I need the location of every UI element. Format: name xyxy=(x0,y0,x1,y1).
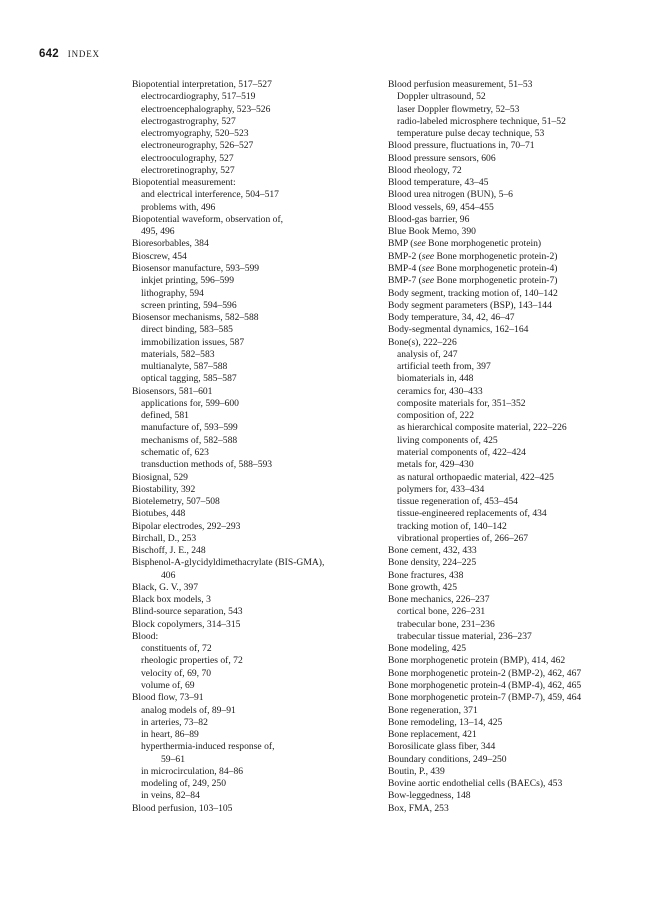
index-entry: Blood pressure, fluctuations in, 70–71 xyxy=(388,140,535,152)
index-entry: Biostability, 392 xyxy=(132,483,196,495)
index-entry: 406 xyxy=(161,569,176,581)
see-reference: see xyxy=(421,250,435,262)
index-entry: Bone growth, 425 xyxy=(388,581,458,593)
index-entry: in arteries, 73–82 xyxy=(141,716,208,728)
index-entry: tissue-engineered replacements of, 434 xyxy=(397,508,547,520)
index-entry: temperature pulse decay technique, 53 xyxy=(397,128,545,140)
index-entry: Biopotential waveform, observation of, xyxy=(132,213,284,225)
index-entry: Block copolymers, 314–315 xyxy=(132,618,241,630)
page-header xyxy=(39,44,100,62)
index-entry: Blood pressure sensors, 606 xyxy=(388,152,496,164)
index-entry: lithography, 594 xyxy=(141,287,204,299)
index-entry: Bone cement, 432, 433 xyxy=(388,545,477,557)
index-entry: material components of, 422–424 xyxy=(397,446,526,458)
index-entry: Blind-source separation, 543 xyxy=(132,606,243,618)
index-entry: Blood temperature, 43–45 xyxy=(388,177,489,189)
index-entry: optical tagging, 585–587 xyxy=(141,373,237,385)
index-entry: in microcirculation, 84–86 xyxy=(141,765,244,777)
index-entry: biomaterials in, 448 xyxy=(397,373,474,385)
index-entry: Biosensor manufacture, 593–599 xyxy=(132,262,260,274)
index-entry: direct binding, 583–585 xyxy=(141,324,233,336)
index-entry: Biopotential interpretation, 517–527 xyxy=(132,79,272,90)
index-entry: transduction methods of, 588–593 xyxy=(141,459,273,471)
index-entry: Biosensors, 581–601 xyxy=(132,385,213,397)
index-entry: Blood rheology, 72 xyxy=(388,164,462,176)
entry-text: Bone morphogenetic protein) xyxy=(425,238,542,250)
index-entry: immobilization issues, 587 xyxy=(141,336,245,348)
see-reference: see xyxy=(421,262,435,274)
index-entry: rheologic properties of, 72 xyxy=(141,655,243,667)
index-entry: Bone(s), 222–226 xyxy=(388,336,457,348)
index-entry: composition of, 222 xyxy=(397,410,475,422)
see-reference: see xyxy=(421,275,435,287)
index-entry: hyperthermia-induced response of, xyxy=(141,741,275,753)
index-entry: Birchall, D., 253 xyxy=(132,532,197,544)
index-entry: cortical bone, 226–231 xyxy=(397,606,486,618)
index-entry: Bone morphogenetic protein (BMP), 414, 462 xyxy=(388,655,566,667)
index-entry: Bone replacement, 421 xyxy=(388,729,477,741)
index-entry: velocity of, 69, 70 xyxy=(141,667,212,679)
index-entry: Bioscrew, 454 xyxy=(132,250,187,262)
index-entry: electroneurography, 526–527 xyxy=(141,140,254,152)
index-entry: volume of, 69 xyxy=(141,680,195,692)
index-entry: Blood: xyxy=(132,630,159,642)
index-entry: Blood-gas barrier, 96 xyxy=(388,213,470,225)
index-entry: manufacture of, 593–599 xyxy=(141,422,238,434)
entry-text: BMP-4 ( xyxy=(388,262,422,274)
index-entry: Black box models, 3 xyxy=(132,594,211,606)
index-entry: laser Doppler flowmetry, 52–53 xyxy=(397,103,520,115)
index-entry: artificial teeth from, 397 xyxy=(397,361,491,373)
index-entry: problems with, 496 xyxy=(141,201,216,213)
index-entry: Blood perfusion measurement, 51–53 xyxy=(388,79,533,90)
index-entry: Bone regeneration, 371 xyxy=(388,704,478,716)
index-entry: Bone density, 224–225 xyxy=(388,557,477,569)
index-entry: Biosignal, 529 xyxy=(132,471,188,483)
index-entry: modeling of, 249, 250 xyxy=(141,778,227,790)
index-entry: Bone remodeling, 13–14, 425 xyxy=(388,716,503,728)
index-entry: inkjet printing, 596–599 xyxy=(141,275,235,287)
index-entry: electromyography, 520–523 xyxy=(141,128,249,140)
index-entry: Doppler ultrasound, 52 xyxy=(397,91,486,103)
index-entry: Blue Book Memo, 390 xyxy=(388,226,476,238)
index-entry: Body segment, tracking motion of, 140–142 xyxy=(388,287,558,299)
entry-text: Bone morphogenetic protein-4) xyxy=(434,262,558,274)
index-entry: as natural orthopaedic material, 422–425 xyxy=(397,471,554,483)
index-entry: Bovine aortic endothelial cells (BAECs), 453 xyxy=(388,778,563,790)
index-entry: Box, FMA, 253 xyxy=(388,802,449,814)
index-entry: multianalyte, 587–588 xyxy=(141,361,228,373)
index-entry: Bone modeling, 425 xyxy=(388,643,467,655)
index-entry: applications for, 599–600 xyxy=(141,397,239,409)
entry-text: BMP-2 ( xyxy=(388,250,422,262)
index-entry: Blood vessels, 69, 454–455 xyxy=(388,201,494,213)
index-entry: schematic of, 623 xyxy=(141,446,209,458)
index-entry: electrooculography, 527 xyxy=(141,152,234,164)
index-entry: in veins, 82–84 xyxy=(141,790,200,802)
index-entry: Body temperature, 34, 42, 46–47 xyxy=(388,312,515,324)
index-entry: as hierarchical composite material, 222–226 xyxy=(397,422,567,434)
index-entry: Blood flow, 73–91 xyxy=(132,692,204,704)
index-entry: polymers for, 433–434 xyxy=(397,483,485,495)
index-entry: metals for, 429–430 xyxy=(397,459,474,471)
index-entry: living components of, 425 xyxy=(397,434,498,446)
index-entry: trabecular tissue material, 236–237 xyxy=(397,630,532,642)
index-entry: Bone mechanics, 226–237 xyxy=(388,594,490,606)
index-entry: composite materials for, 351–352 xyxy=(397,397,526,409)
index-entry: Borosilicate glass fiber, 344 xyxy=(388,741,496,753)
index-entry: Blood urea nitrogen (BUN), 5–6 xyxy=(388,189,513,201)
index-entry: Body-segmental dynamics, 162–164 xyxy=(388,324,529,336)
index-entry: electrogastrography, 527 xyxy=(141,115,236,127)
index-entry: radio-labeled microsphere technique, 51–52 xyxy=(397,115,566,127)
index-entry: tracking motion of, 140–142 xyxy=(397,520,507,532)
index-entry: Boutin, P., 439 xyxy=(388,765,445,777)
index-entry: ceramics for, 430–433 xyxy=(397,385,483,397)
index-entry: constituents of, 72 xyxy=(141,643,212,655)
index-entry: Blood perfusion, 103–105 xyxy=(132,802,233,814)
entry-text: Bone morphogenetic protein-2) xyxy=(434,250,558,262)
see-reference: see xyxy=(413,238,426,250)
index-entry: Boundary conditions, 249–250 xyxy=(388,753,507,765)
index-entry: and electrical interference, 504–517 xyxy=(141,189,279,201)
index-column-right xyxy=(388,79,638,815)
index-entry xyxy=(388,263,638,275)
index-entry xyxy=(388,275,638,287)
index-entry: Body segment parameters (BSP), 143–144 xyxy=(388,299,552,311)
index-column-left xyxy=(132,79,368,815)
index-entry: Bioresorbables, 384 xyxy=(132,238,209,250)
index-entry: analysis of, 247 xyxy=(397,348,458,360)
index-entry: Biosensor mechanisms, 582–588 xyxy=(132,312,259,324)
index-entry: Biotubes, 448 xyxy=(132,508,186,520)
index-entry: 59–61 xyxy=(161,753,185,765)
index-entry: 495, 496 xyxy=(141,226,175,238)
index-entry: Bisphenol-A-glycidyldimethacrylate (BIS-GMA), xyxy=(132,557,325,569)
index-entry: trabecular bone, 231–236 xyxy=(397,618,495,630)
index-entry xyxy=(388,251,638,263)
index-entry: materials, 582–583 xyxy=(141,348,215,360)
entry-text: BMP ( xyxy=(388,238,414,250)
index-entry: Bipolar electrodes, 292–293 xyxy=(132,520,241,532)
index-entry xyxy=(388,238,638,250)
index-entry: Bone morphogenetic protein-7 (BMP-7), 459, 464 xyxy=(388,692,582,704)
index-entry: electrocardiography, 517–519 xyxy=(141,91,256,103)
index-entry: in heart, 86–89 xyxy=(141,729,199,741)
page-number: 642 xyxy=(39,48,59,60)
index-entry: vibrational properties of, 266–267 xyxy=(397,532,529,544)
index-entry: analog models of, 89–91 xyxy=(141,704,236,716)
entry-text: Bone morphogenetic protein-7) xyxy=(434,275,558,287)
index-entry: defined, 581 xyxy=(141,410,189,422)
index-entry: electroencephalography, 523–526 xyxy=(141,103,271,115)
index-entry: Bow-leggedness, 148 xyxy=(388,790,471,802)
index-entry: electroretinography, 527 xyxy=(141,164,235,176)
index-entry: Biotelemetry, 507–508 xyxy=(132,496,220,508)
index-entry: Biopotential measurement: xyxy=(132,177,236,189)
index-entry: mechanisms of, 582–588 xyxy=(141,434,238,446)
index-entry: Bone fractures, 438 xyxy=(388,569,464,581)
index-entry: Bone morphogenetic protein-4 (BMP-4), 462, 465 xyxy=(388,680,582,692)
index-entry: tissue regeneration of, 453–454 xyxy=(397,496,518,508)
entry-text: BMP-7 ( xyxy=(388,275,422,287)
index-entry: Bone morphogenetic protein-2 (BMP-2), 462, 467 xyxy=(388,667,582,679)
index-entry: Bischoff, J. E., 248 xyxy=(132,545,206,557)
running-head: INDEX xyxy=(67,49,100,59)
index-entry: Black, G. V., 397 xyxy=(132,581,199,593)
index-entry: screen printing, 594–596 xyxy=(141,299,237,311)
